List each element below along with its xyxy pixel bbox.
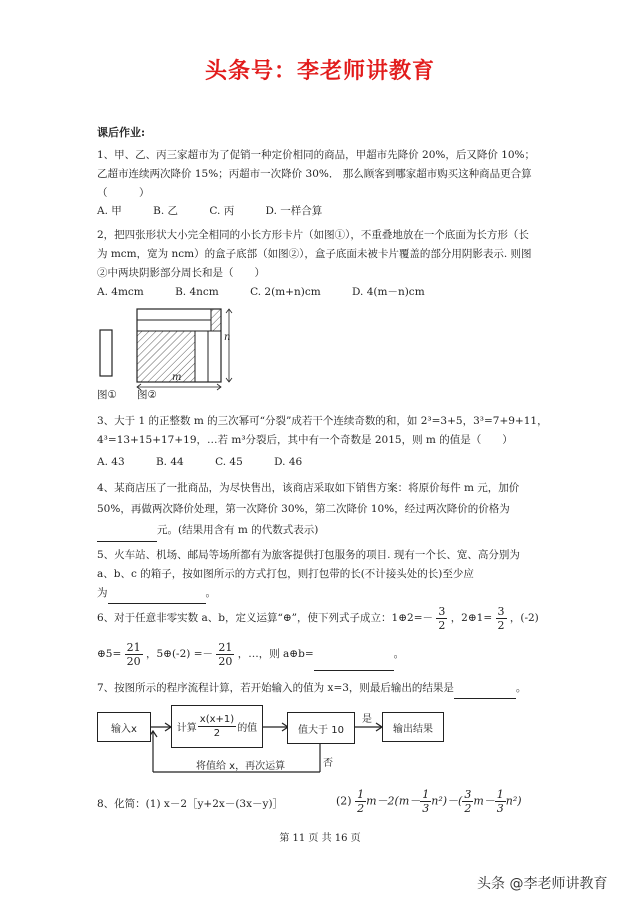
q2-option-b[interactable]: B. 4ncm — [175, 286, 219, 298]
q6-line1a: 6、对于任意非零实数 a、b，定义运算“⊕”，使下列式子成立：1⊕2=－ — [97, 612, 433, 624]
q1-option-c[interactable]: C. 丙 — [209, 205, 235, 217]
q1-option-a[interactable]: A. 甲 — [97, 205, 122, 217]
watermark-text: 头条 @李老师讲教育 — [477, 876, 608, 892]
q6-frac1: $\frac{3}{2}$ — [438, 604, 446, 632]
q2-option-c[interactable]: C. 2(m+n)cm — [250, 286, 321, 298]
q4-line1: 4、某商店压了一批商品，为尽快售出，该商店采取如下销售方案：将原价每件 m 元，加价 — [97, 482, 520, 494]
q5-answer-blank[interactable] — [108, 584, 206, 604]
q8-frac-a: $\frac{1}{2}$ — [357, 788, 365, 815]
question-3 — [97, 412, 557, 450]
shaded-area-bottom — [137, 331, 195, 382]
q6-frac3: $\frac{21}{20}$ — [126, 640, 141, 668]
question-1 — [97, 146, 557, 203]
question-4 — [97, 478, 557, 542]
flow-loop-label: 将值给 x，再次运算 — [196, 761, 286, 772]
fig1-label: 图① — [97, 389, 117, 401]
fig2-label: 图② — [137, 389, 157, 401]
q7-answer-blank[interactable] — [454, 679, 516, 699]
q6-line1b: ，2⊕1= — [450, 612, 493, 624]
flow-condition-box: 值大于 10 — [287, 712, 355, 744]
q6-line2a: ⊕5= — [97, 648, 122, 660]
q2-line3: ②中两块阴影部分周长和是（ ） — [97, 267, 265, 279]
q4-answer-blank[interactable] — [97, 520, 157, 542]
q1-line1: 1、甲、乙、丙三家超市为了促销一种定价相同的商品，甲超市先降价 20%，后又降价 10%； — [97, 149, 536, 161]
q5-line2: a、b、c 的箱子，按如图所示的方式打包，则打包带的长(不计接头处的长)至少应 — [97, 568, 474, 580]
m-label: m — [172, 372, 182, 383]
question-6 — [97, 602, 567, 671]
page-footer: 第 11 页 共 16 页 — [279, 833, 361, 844]
q2-line2: 为 mcm，宽为 ncm）的盒子底部（如图②），盒子底面未被卡片覆盖的部分用阴影表示. 则图 — [97, 248, 532, 260]
shaded-area-top — [211, 309, 221, 331]
q6-frac4: $\frac{21}{20}$ — [218, 640, 233, 668]
flow-output-box: 输出结果 — [382, 712, 444, 742]
q3-options — [97, 456, 330, 468]
q6-answer-blank[interactable] — [314, 638, 394, 671]
q5-period: 。 — [205, 587, 216, 599]
q3-option-a[interactable]: A. 43 — [97, 456, 125, 468]
q1-line3: （ ） — [97, 187, 150, 199]
q3-line2: 4³=13+15+17+19，…若 m³分裂后，其中有一个奇数是 2015，则 m 的值是（ ） — [97, 434, 513, 446]
q3-line1: 3、大于 1 的正整数 m 的三次幂可“分裂”成若干个连续奇数的和，如 2³=3+5，3³=7+9+11， — [97, 415, 548, 427]
q8-frac-d: $\frac{1}{3}$ — [496, 788, 504, 815]
page-title: 头条号：李老师讲教育 — [204, 59, 435, 84]
q2-option-d[interactable]: D. 4(m－n)cm — [352, 286, 425, 298]
question-7 — [97, 679, 577, 699]
q8-part2: (2) $\frac{1}{2}$ m－2(m－ $\frac{1}{3}$ n²)－( $\frac{3}{2}$ m－ $\frac{1}{3}$ n²) — [336, 788, 522, 815]
q1-option-d[interactable]: D. 一样合算 — [265, 205, 323, 217]
q2-option-a[interactable]: A. 4mcm — [97, 286, 144, 298]
flow-calc-box: 计算 $\frac{x(x+1)}{2}$ 的值 — [171, 705, 263, 748]
q2-options — [97, 284, 453, 299]
q1-option-b[interactable]: B. 乙 — [153, 205, 179, 217]
q1-line2: 乙超市连续两次降价 15%；丙超市一次降价 30%． 那么顾客到哪家超市购买这种商品更合算 — [97, 168, 532, 180]
question-5 — [97, 546, 557, 604]
flow-no-label: 否 — [323, 758, 333, 769]
q6-line2b: ，5⊕(-2) =－ — [145, 648, 214, 660]
q6-period: 。 — [393, 648, 405, 660]
q2-line1: 2，把四张形状大小完全相同的小长方形卡片（如图①），不重叠地放在一个底面为长方形（长 — [97, 229, 529, 241]
q8-frac-c: $\frac{3}{2}$ — [464, 788, 472, 815]
q6-line2c: ，…，则 a⊕b= — [237, 648, 314, 660]
q5-line3: 为 — [97, 587, 108, 599]
q1-options — [97, 203, 350, 218]
flow-yes-label: 是 — [362, 714, 372, 725]
single-card-rect — [100, 330, 112, 376]
n-label: n — [224, 332, 231, 343]
q6-frac2: $\frac{3}{2}$ — [497, 604, 505, 632]
flow-input-box: 输入x — [97, 712, 151, 742]
q6-line1c: ，(-2) — [509, 612, 539, 624]
q4-line2: 50%，再做两次降价处理，第一次降价 30%，第二次降价 10%，经过两次降价的价格为 — [97, 503, 510, 515]
section-title: 课后作业: — [97, 126, 146, 139]
q7-text: 7、按图所示的程序流程计算，若开始输入的值为 x=3，则最后输出的结果是 — [97, 682, 454, 694]
q8-part1: 8、化简：(1) x－2［y+2x－(3x－y)］ — [97, 798, 284, 810]
question-2 — [97, 226, 557, 283]
q3-option-d[interactable]: D. 46 — [274, 456, 303, 468]
flow-calc-fraction: $\frac{x(x+1)}{2}$ — [199, 714, 235, 739]
q5-line1: 5、火车站、机场、邮局等场所都有为旅客提供打包服务的项目. 现有一个长、宽、高分别为 — [97, 549, 520, 561]
q3-option-b[interactable]: B. 44 — [155, 456, 184, 468]
q7-period: 。 — [515, 682, 527, 694]
q8-frac-b: $\frac{1}{3}$ — [422, 788, 430, 815]
q3-option-c[interactable]: C. 45 — [215, 456, 243, 468]
q4-line3: 元。(结果用含有 m 的代数式表示) — [157, 524, 319, 536]
